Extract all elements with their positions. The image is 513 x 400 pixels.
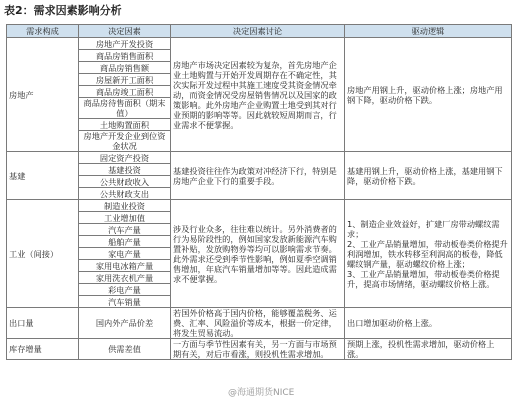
logic-inventory: 预期上涨，投机性需求增加，驱动价格上涨。 [345,339,512,360]
table-row [7,308,512,339]
discussion-export: 若国外价格高于国内价格，能够覆盖税务、运费、汇率、风险溢价等成本，根据一价定律，将发生贸易流动。 [171,308,345,339]
header-driving-logic: 驱动逻辑 [345,25,512,38]
table-row [7,200,512,212]
logic-industry: 1、制造企业效益好，扩建厂房带动螺纹需求； 2、工业产品销量增加，带动板卷类价格提升利润增加，铁水转移至利润高的板卷，降低螺纹钢产量，驱动螺纹价格上涨； 3、工业产品销量增加，带动板卷类价格提升，提高市场情绪，驱动螺纹价格上涨。 [345,200,512,308]
category-real-estate: 房地产 [7,38,79,152]
table-title: 表2：需求因素影响分析 [4,4,122,17]
factor-cell: 工业增加值 [79,212,171,224]
discussion-infrastructure: 基建投资往往作为政策对冲经济下行，特别是房地产企业下行的重要手段。 [171,152,345,200]
table-header-row [7,25,512,38]
category-export: 出口量 [7,308,79,339]
header-factor-discussion: 决定因素讨论 [171,25,345,38]
factor-cell: 商品房待售面积（期末值） [79,98,171,119]
factor-cell: 基建投资 [79,164,171,176]
factor-cell: 商品房销售额 [79,62,171,74]
header-determining-factor: 决定因素 [79,25,171,38]
logic-infrastructure: 基建用钢上升，驱动价格上涨，基建用钢下降，驱动价格下跌。 [345,152,512,200]
factor-cell: 房地产开发投资 [79,38,171,50]
header-demand-composition: 需求构成 [7,25,79,38]
factor-cell: 公共财政收入 [79,176,171,188]
factor-cell: 彩电产量 [79,284,171,296]
factor-cell: 公共财政支出 [79,188,171,200]
factor-cell: 商品房竣工面积 [79,86,171,98]
discussion-real-estate: 房地产市场决定因素较为复杂，首先房地产企业土地购置与开始开发周期存在不确定性，其次实际开发过程中其施工速度受其资金情况牵动，而资金情况受房屋销售情况以及国家的政策影响。此外房地产企业购置土地受到其对行业预期的影响等等。因此就较短周期而言，行业需求不便掌握。 [171,38,345,152]
watermark: @海通期货NICE [228,388,295,398]
table-row [7,339,512,360]
factor-cell: 房地产开发企业到位资金状况 [79,131,171,152]
factor-cell: 船舶产量 [79,236,171,248]
discussion-inventory: 一方面与季节性因素有关，另一方面与市场预期有关，对后市看涨，则投机性需求增加。 [171,339,345,360]
factor-cell: 汽车产量 [79,224,171,236]
factor-cell: 家电产量 [79,248,171,260]
category-industry: 工业（间接） [7,200,79,308]
factor-cell: 汽车销量 [79,296,171,308]
factor-cell: 土地购置面积 [79,119,171,131]
factor-cell: 家用电冰箱产量 [79,260,171,272]
factor-cell: 国内外产品价差 [79,308,171,339]
factor-cell: 家用洗衣机产量 [79,272,171,284]
logic-real-estate: 房地产用钢上升，驱动价格上涨；房地产用钢下降，驱动价格下跌。 [345,38,512,152]
table-row [7,152,512,164]
discussion-industry: 涉及行业众多，往往难以统计。另外消费者的行为易阶段性的，例如国家发放新能源汽车购置补贴，发放购物券等均可以影响需求节奏。此外需求还受到季节性影响，例如夏季空调销售增加，年底汽车销量增加等等。因此造成需求不便掌握。 [171,200,345,308]
category-infrastructure: 基建 [7,152,79,200]
table-row [7,38,512,50]
factor-cell: 制造业投资 [79,200,171,212]
factor-cell: 供需差值 [79,339,171,360]
factor-cell: 固定资产投资 [79,152,171,164]
factor-cell: 房屋新开工面积 [79,74,171,86]
logic-export: 出口增加驱动价格上涨。 [345,308,512,339]
category-inventory: 库存增量 [7,339,79,360]
demand-factor-table [6,24,512,360]
factor-cell: 商品房销售面积 [79,50,171,62]
